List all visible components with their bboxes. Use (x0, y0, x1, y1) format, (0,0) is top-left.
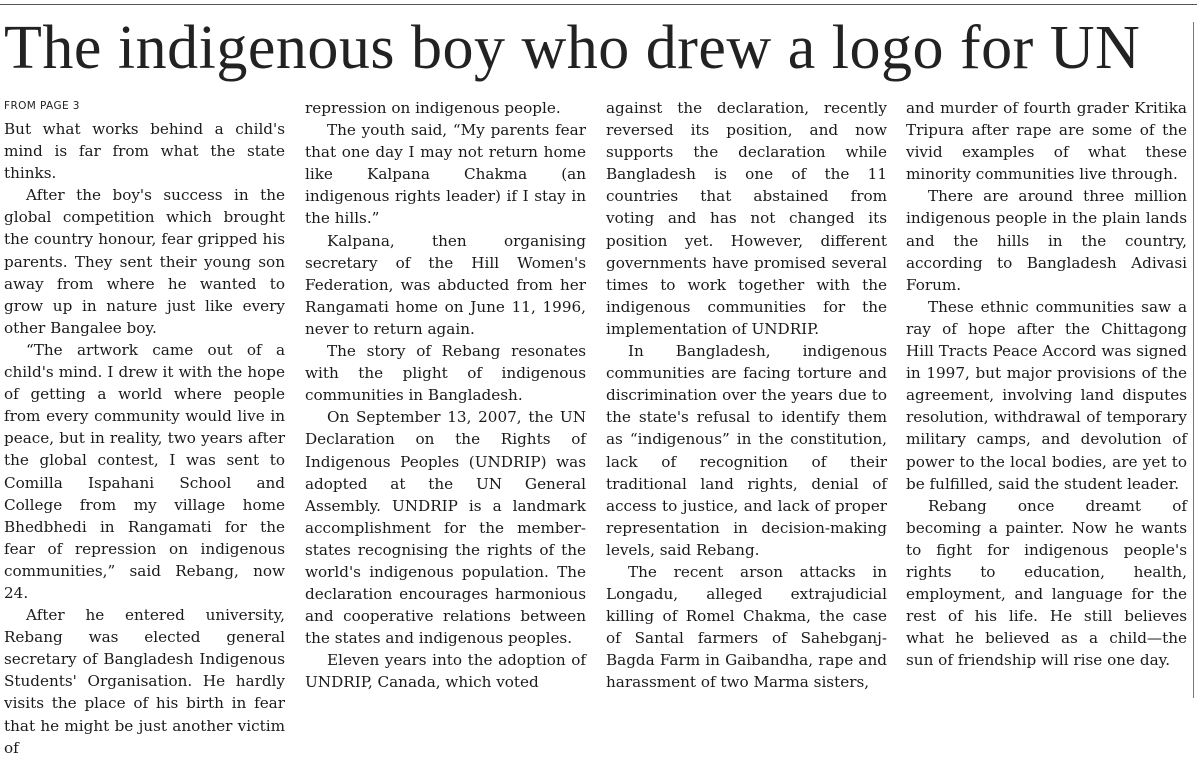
column-rule (1193, 22, 1194, 698)
headline: The indigenous boy who drew a logo for UN (4, 14, 1141, 82)
paragraph: The youth said, “My parents fear that one day I may not return home like Kalpana Chakma (an indigenous rights leader) if I stay in the hills.” (305, 121, 586, 228)
paragraph: After he entered university, Rebang was elected general secretary of Bangladesh Indigenous Students' Organisation. He hardly visits the place of his birth in fear that he might be just another victim of (4, 606, 285, 757)
paragraph: and murder of fourth grader Kritika Tripura after rape are some of the vivid examples of what these minority communities live through. (906, 99, 1187, 184)
paragraph: repression on indigenous people. (305, 99, 561, 117)
paragraph: Eleven years into the adoption of UNDRIP, Canada, which voted (305, 651, 586, 692)
article-column-2 (305, 97, 586, 694)
article-column-3 (606, 97, 887, 694)
paragraph: Rebang once dreamt of becoming a painter. Now he wants to fight for indigenous people's rights to education, health, employment, and language for the rest of his life. He still believes what he believed as a child—the sun of friendship will rise one day. (906, 496, 1187, 670)
paragraph: The recent arson attacks in Longadu, alleged extrajudicial killing of Romel Chakma, the case of Santal farmers of Sahebganj-Bagda Farm in Gaibandha, rape and harassment of two Marma sisters, (606, 562, 887, 692)
paragraph: against the declaration, recently reversed its position, and now supports the declaration while Bangladesh is one of the 11 countries that abstained from voting and has not changed its position yet. However, different governments have promised several times to work together with the indigenous communities for the implementation of UNDRIP. (606, 99, 887, 338)
paragraph: These ethnic communities saw a ray of hope after the Chittagong Hill Tracts Peace Accord was signed in 1997, but major provisions of the agreement, involving land disputes resolution, withdrawal of temporary military camps, and devolution of power to the local bodies, are yet to be fulfilled, said the student leader. (906, 297, 1187, 493)
article-column-4 (906, 97, 1187, 671)
paragraph: But what works behind a child's mind is far from what the state thinks. (4, 120, 285, 183)
paragraph: After the boy's success in the global competition which brought the country honour, fear gripped his parents. They sent their young son away from where he wanted to grow up in nature just like every other Bangalee boy. (4, 186, 285, 337)
paragraph: There are around three million indigenous people in the plain lands and the hills in the country, according to Bangladesh Adivasi Forum. (906, 187, 1187, 294)
paragraph: On September 13, 2007, the UN Declaration on the Rights of Indigenous Peoples (UNDRIP) was adopted at the UN General Assembly. UNDRIP is a landmark accomplishment for the member-states recognising the rights of the world's indigenous population. The declaration encourages harmonious and cooperative relations between the states and indigenous peoples. (305, 408, 586, 648)
paragraph: “The artwork came out of a child's mind. I drew it with the hope of getting a world where people from every community would live in peace, but in reality, two years after the global contest, I was sent to Comilla Ispahani School and College from my village home Bhedbhedi in Rangamati for the fear of repression on indigenous communities,” said Rebang, now 24. (4, 340, 285, 602)
paragraph: The story of Rebang resonates with the plight of indigenous communities in Bangladesh. (305, 342, 586, 405)
article-column-1 (4, 118, 285, 759)
top-rule (0, 4, 1197, 5)
paragraph: Kalpana, then organising secretary of the Hill Women's Federation, was abducted from her Rangamati home on June 11, 1996, never to return again. (305, 231, 586, 338)
paragraph: In Bangladesh, indigenous communities are facing torture and discrimination over the years due to the state's refusal to identify them as “indigenous” in the constitution, lack of recognition of their traditional land rights, denial of access to justice, and lack of proper representation in decision-making levels, said Rebang. (606, 342, 887, 559)
continued-from-label: FROM PAGE 3 (4, 100, 80, 112)
